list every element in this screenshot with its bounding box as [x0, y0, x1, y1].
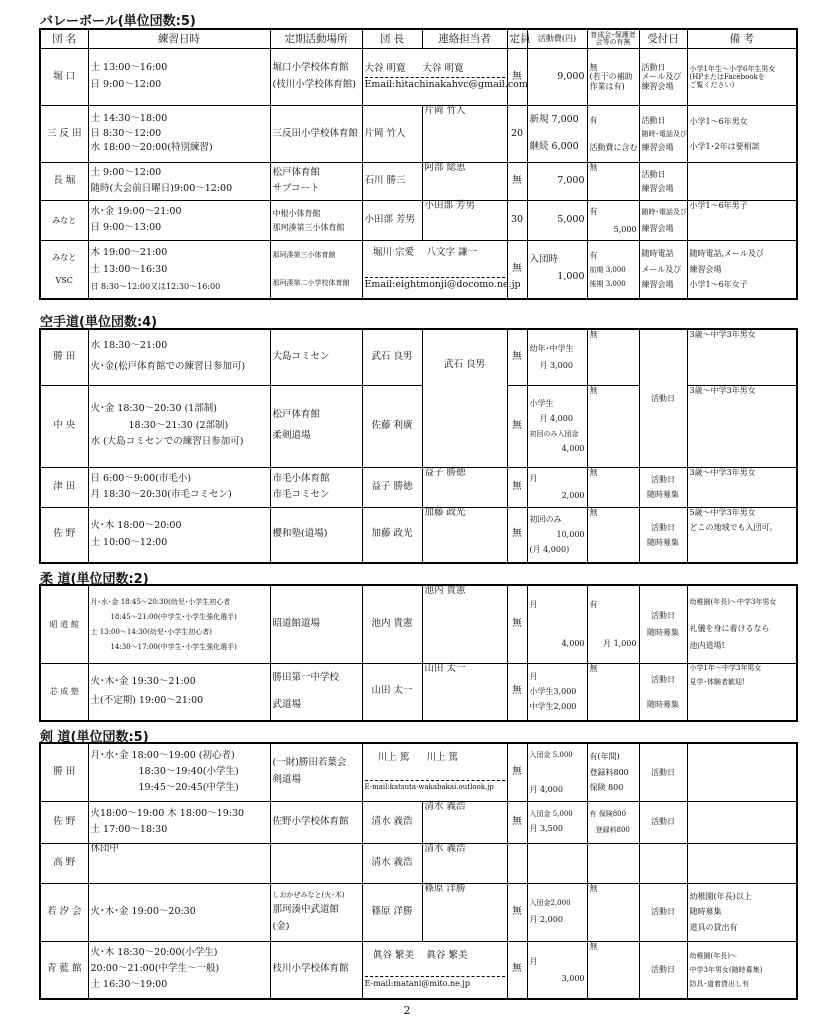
- capacity: 無: [507, 241, 527, 299]
- section-title-kendo: 剣 道(単位団数:5): [40, 730, 149, 745]
- table-row: [40, 106, 797, 163]
- notes: 随時電話,メール及び 練習会場 小学1～6年女子: [687, 241, 797, 299]
- table-row: [40, 201, 797, 241]
- contact: 小田部 芳男: [422, 201, 507, 241]
- reception: 活動日: [639, 883, 687, 941]
- capacity: 無: [507, 329, 527, 385]
- header-cell: 育成会･保護者会等の有無: [587, 29, 639, 49]
- reception: 活動日 随時募集: [639, 585, 687, 663]
- place: 枝川小学校体育館: [270, 941, 362, 999]
- practice-times: 木 19:00～21:00 土 13:00～16:30 日 8:30～12:00又は12:30～16:00: [88, 241, 270, 299]
- table-header-row: [40, 29, 797, 49]
- capacity: 無: [507, 385, 527, 467]
- leader-contact: 大谷 明寛 大谷 明寛 Email:hitachinakahvc@gmail.com: [362, 49, 507, 106]
- header-cell: 団 名: [40, 29, 88, 49]
- place: 松戸体育館 柔剣道場: [270, 385, 362, 467]
- header-cell: 定期活動場所: [270, 29, 362, 49]
- reception: 活動日 随時募集: [639, 663, 687, 721]
- fee: 月 3,000: [527, 941, 587, 999]
- practice-times: 火･木 18:00～20:00 土 10:00～12:00: [88, 507, 270, 563]
- email-text: Email:hitachinakahvc@gmail.com: [364, 78, 528, 90]
- team-name: 勝 田: [40, 329, 88, 385]
- reception: 活動日 練習会場: [639, 163, 687, 201]
- contact: 篠原 洋勝: [422, 883, 507, 941]
- capacity: 20: [507, 106, 527, 163]
- fee: 月 4,000: [527, 585, 587, 663]
- association: 有 前期 3,000 後期 3,000: [587, 241, 639, 299]
- practice-times: 土 13:00～16:00 日 9:00～12:00: [88, 49, 270, 106]
- fee: 5,000: [527, 201, 587, 241]
- reception: 活動日: [639, 941, 687, 999]
- capacity: 無: [507, 163, 527, 201]
- contact: 益子 勝徳: [422, 467, 507, 507]
- page-number: 2: [403, 1004, 411, 1017]
- notes: 5歳～中学3年男女 どこの地域でも入団可。: [687, 507, 797, 563]
- leader-contact: 眞谷 繁美 眞谷 繁美 E-mail:matani@mito.ne.jp: [362, 941, 507, 999]
- table-row: [40, 801, 797, 843]
- header-cell: 連絡担当者: [422, 29, 507, 49]
- leader-contact: 川上 篤 川上 篤 E-mail:katsuta-wakabakai.outlook.jp: [362, 743, 507, 801]
- fee: 7,000: [527, 163, 587, 201]
- leader: 池内 貴憲: [362, 585, 422, 663]
- contact: 片岡 竹人: [422, 106, 507, 163]
- capacity: 無: [507, 883, 527, 941]
- notes: 3歳～中学3年男女: [687, 385, 797, 467]
- practice-times: 休団中: [88, 843, 270, 883]
- fee: 初回のみ 10,000 (月 4,000): [527, 507, 587, 563]
- table-row: [40, 941, 797, 999]
- place: 大島コミセン: [270, 329, 362, 385]
- karate-table: [39, 328, 798, 564]
- association: 無: [587, 385, 639, 467]
- team-name: 佐 野: [40, 507, 88, 563]
- association: 無: [587, 467, 639, 507]
- table-row: [40, 883, 797, 941]
- table-row: [40, 663, 797, 721]
- place: しおかぜみなと(火･木) 那珂湊中武道館 (金): [270, 883, 362, 941]
- leader: 清水 義浩: [362, 801, 422, 843]
- team-name: 佐 野: [40, 801, 88, 843]
- leader: 片岡 竹人: [362, 106, 422, 163]
- association: 有(年間) 登録料800 保険 800: [587, 743, 639, 801]
- team-name: みなと: [40, 201, 88, 241]
- notes: 3歳～中学3年男女: [687, 329, 797, 385]
- table-row: [40, 49, 797, 106]
- practice-times: 月･水･金 18:45～20:30(幼児･小学生初心者 18:45～21:00(中学生･小学生強化選手) 土 13:00～14:30(幼児･小学生初心者) 14:30～17:00(中学生･小学生強化選手): [88, 585, 270, 663]
- fee: 小学生 月 4,000 初回のみ入団金 4,000: [527, 385, 587, 467]
- table-row: [40, 241, 797, 299]
- fee: 入団金 5,000 月 4,000: [527, 743, 587, 801]
- notes: 小学1年生～小学6年生男女 (HPまたはFacebookを ご覧ください): [687, 49, 797, 106]
- capacity: 無: [507, 941, 527, 999]
- contact: 清水 義浩: [422, 801, 507, 843]
- fee: [527, 843, 587, 883]
- header-cell: 定員: [507, 29, 527, 49]
- header-cell: 活動費(円): [527, 29, 587, 49]
- notes: 3歳～中学3年男女: [687, 467, 797, 507]
- team-name: みなと VSC: [40, 241, 88, 299]
- table-row: [40, 163, 797, 201]
- capacity: 無: [507, 585, 527, 663]
- place: 櫻和塾(道場): [270, 507, 362, 563]
- association: 有 活動費に含む: [587, 106, 639, 163]
- fee: 月 小学生3,000 中学生2,000: [527, 663, 587, 721]
- reception: 活動日 随時･電話及び 練習会場: [639, 106, 687, 163]
- capacity: 無: [507, 663, 527, 721]
- reception: 活動日: [639, 801, 687, 843]
- place: 市毛小体育館 市毛コミセン: [270, 467, 362, 507]
- notes: 幼稚園(年長)以上 随時募集 道具の貸出有: [687, 883, 797, 941]
- fee: 9,000: [527, 49, 587, 106]
- team-name: 三 反 田: [40, 106, 88, 163]
- association: 無: [587, 663, 639, 721]
- capacity: 無: [507, 507, 527, 563]
- reception: 活動日 随時募集: [639, 507, 687, 563]
- fee: 月 2,000: [527, 467, 587, 507]
- reception: 活動日: [639, 743, 687, 801]
- contact: 清水 義浩: [422, 843, 507, 883]
- fee: 入団金2,000 月 2,000: [527, 883, 587, 941]
- association: 無: [587, 941, 639, 999]
- table-row: [40, 743, 797, 801]
- practice-times: 水･金 19:00～21:00 日 9:00～13:00: [88, 201, 270, 241]
- practice-times: 土 14:30～18:00 日 8:30～12:00 水 18:00～20:00(特別練習): [88, 106, 270, 163]
- place: 佐野小学校体育館: [270, 801, 362, 843]
- place: 那珂湊第三小体育館 那珂湊第二小学校体育館: [270, 241, 362, 299]
- leader: 清水 義浩: [362, 843, 422, 883]
- header-cell: 受付日: [639, 29, 687, 49]
- place: [270, 843, 362, 883]
- association: 有 5,000: [587, 201, 639, 241]
- association: 無: [587, 329, 639, 385]
- fee: 幼年･中学生 月 3,000: [527, 329, 587, 385]
- capacity: 30: [507, 201, 527, 241]
- judo-table: [39, 584, 798, 722]
- email-text: Email:eightmonji@docomo.ne.jp: [364, 278, 521, 290]
- association: 有 月 1,000: [587, 585, 639, 663]
- leader: 佐藤 利廣: [362, 385, 422, 467]
- practice-times: 火･金 18:30～20:30 (1部制) 18:30～21:30 (2部制) 水 (大島コミセンでの練習日参加可): [88, 385, 270, 467]
- practice-times: 水 18:30～21:00 火･金(松戸体育館での練習日参加可): [88, 329, 270, 385]
- leader: 益子 勝徳: [362, 467, 422, 507]
- capacity: 無: [507, 801, 527, 843]
- association: 無: [587, 507, 639, 563]
- fee: 入団時 1,000: [527, 241, 587, 299]
- team-name: 青 藍 館: [40, 941, 88, 999]
- place: 松戸体育館 サブコート: [270, 163, 362, 201]
- team-name: 芯 成 塾: [40, 663, 88, 721]
- capacity: 無: [507, 743, 527, 801]
- leader: 加藤 政光: [362, 507, 422, 563]
- place: 中根小体育館 那珂湊第三小体育館: [270, 201, 362, 241]
- header-cell: 練習日時: [88, 29, 270, 49]
- section-title-volleyball: バレーボール(単位団数:5): [40, 14, 196, 29]
- association: 有 保険800 登録料800: [587, 801, 639, 843]
- email-text: E-mail:matani@mito.ne.jp: [364, 979, 471, 989]
- table-row: [40, 467, 797, 507]
- table-row: [40, 585, 797, 663]
- leader-contact: 堀川 宗愛 八文字 謙一 Email:eightmonji@docomo.ne.jp: [362, 241, 507, 299]
- notes: 幼稚園(年長)～中学3年男女 礼儀を身に着けるなら 池内道場!: [687, 585, 797, 663]
- reception: 活動日 メール及び 練習会場: [639, 49, 687, 106]
- kendo-table: [39, 742, 798, 1000]
- leader: 小田部 芳男: [362, 201, 422, 241]
- contact: 加藤 政光: [422, 507, 507, 563]
- reception: 随時･電話及び 練習会場: [639, 201, 687, 241]
- email-text: E-mail:katsuta-wakabakai.outlook.jp: [364, 783, 494, 792]
- place: 昭道館道場: [270, 585, 362, 663]
- association: 無 (若干の補助 作業は有): [587, 49, 639, 106]
- fee: 入団金 5,000 月 3,500: [527, 801, 587, 843]
- table-row: [40, 843, 797, 883]
- practice-times: 火･木･金 19:00～20:30: [88, 883, 270, 941]
- header-cell: 団 長: [362, 29, 422, 49]
- section-title-karate: 空手道(単位団数:4): [40, 315, 158, 330]
- notes: 小学1～6年男女 小学1･2年は要相談: [687, 106, 797, 163]
- notes: 幼稚園(年長)～ 中学3年男女(随時募集) 防具･道着貸出し有: [687, 941, 797, 999]
- place: 堀口小学校体育館 (枝川小学校体育館): [270, 49, 362, 106]
- contact: 山田 太一: [422, 663, 507, 721]
- team-name: 勝 田: [40, 743, 88, 801]
- reception: [639, 843, 687, 883]
- table-row: [40, 329, 797, 385]
- fee: 新規 7,000 継続 6,000: [527, 106, 587, 163]
- team-name: 昭 道 館: [40, 585, 88, 663]
- section-title-judo: 柔 道(単位団数:2): [40, 572, 149, 587]
- team-name: 津 田: [40, 467, 88, 507]
- volleyball-table: [39, 28, 798, 300]
- reception: 随時電話 メール及び 練習会場: [639, 241, 687, 299]
- practice-times: 土 9:00～12:00 随時(大会前日曜日)9:00～12:00: [88, 163, 270, 201]
- contact: 阿部 総恵: [422, 163, 507, 201]
- place: 三反田小学校体育館: [270, 106, 362, 163]
- practice-times: 火･木 18:30～20:00(小学生) 20:00～21:00(中学生～一般) 土 16:30～19:00: [88, 941, 270, 999]
- capacity: [507, 843, 527, 883]
- association: [587, 843, 639, 883]
- team-name: 高 野: [40, 843, 88, 883]
- contact: 武石 良男: [422, 329, 507, 467]
- header-cell: 備 考: [687, 29, 797, 49]
- leader: 武石 良男: [362, 329, 422, 385]
- leader: 山田 太一: [362, 663, 422, 721]
- capacity: 無: [507, 49, 527, 106]
- practice-times: 火･木･金 19:30～21:00 土(不定期) 19:00～21:00: [88, 663, 270, 721]
- practice-times: 月･水･金 18:00～19:00 (初心者) 18:30～19:40(小学生) 19:45～20:45(中学生): [88, 743, 270, 801]
- association: 無: [587, 883, 639, 941]
- team-name: 長 堀: [40, 163, 88, 201]
- place: (一財)勝田若葉会 剣道場: [270, 743, 362, 801]
- contact: 池内 貴憲: [422, 585, 507, 663]
- notes: [687, 801, 797, 843]
- practice-times: 日 6:00～9:00(市毛小) 月 18:30～20:30(市毛コミセン): [88, 467, 270, 507]
- reception: 活動日 随時募集: [639, 467, 687, 507]
- reception: 活動日: [639, 329, 687, 467]
- leader: 篠原 洋勝: [362, 883, 422, 941]
- team-name: 中 央: [40, 385, 88, 467]
- notes: 小学1年～中学3年男女 見学･体験者歓迎!: [687, 663, 797, 721]
- notes: [687, 163, 797, 201]
- table-row: [40, 507, 797, 563]
- notes: [687, 843, 797, 883]
- capacity: 無: [507, 467, 527, 507]
- practice-times: 火18:00～19:00 木 18:00～19:30 土 17:00～18:30: [88, 801, 270, 843]
- notes: [687, 743, 797, 801]
- team-name: 若 汐 会: [40, 883, 88, 941]
- leader: 石川 勝三: [362, 163, 422, 201]
- notes: 小学1～6年男子: [687, 201, 797, 241]
- place: 勝田第一中学校 武道場: [270, 663, 362, 721]
- association: 無: [587, 163, 639, 201]
- team-name: 堀 口: [40, 49, 88, 106]
